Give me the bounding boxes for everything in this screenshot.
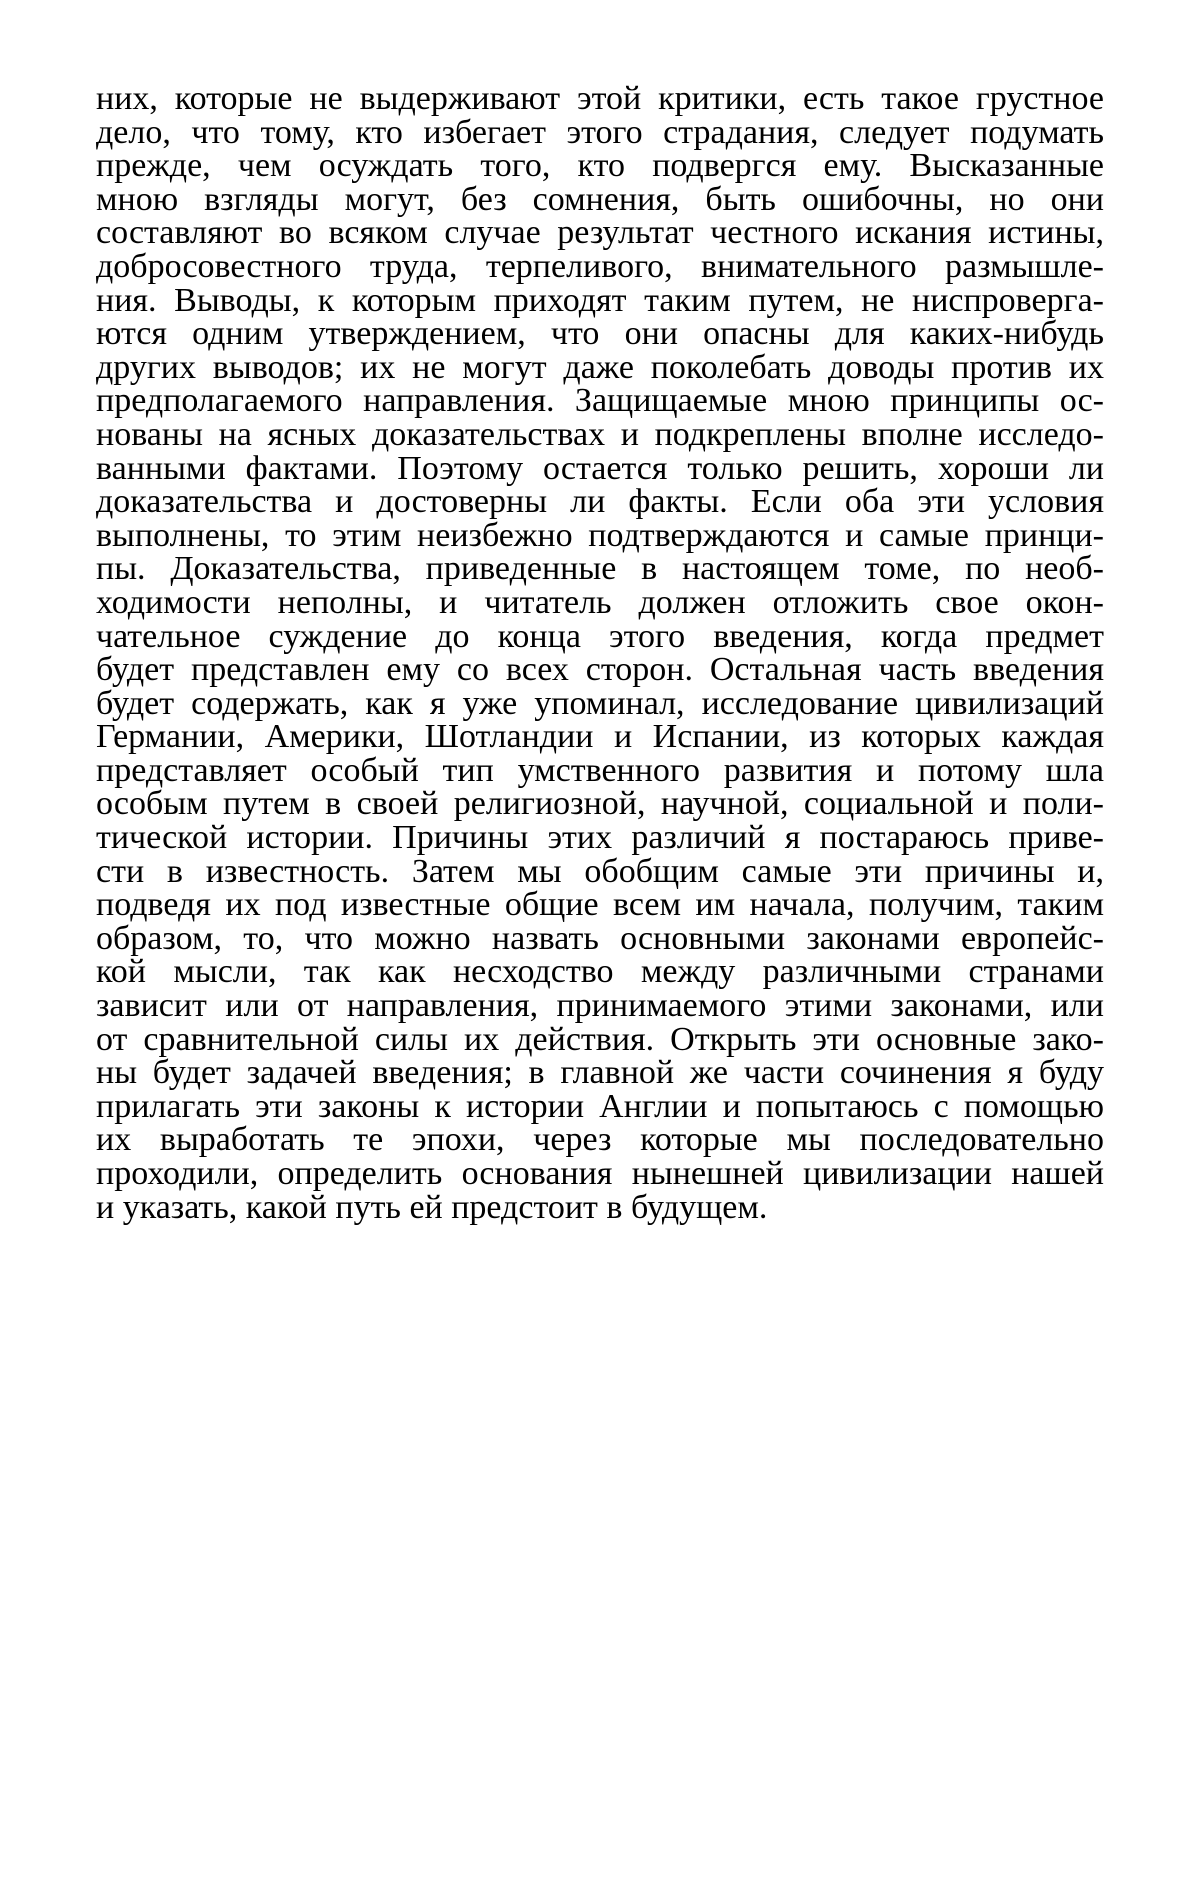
- text-line-25: подведя их под известные общие всем им начала, получим, таким: [96, 886, 1104, 924]
- text-line-11: нованы на ясных доказательствах и подкреплены вполне исследо-: [96, 415, 1104, 453]
- text-line-12: ванными фактами. Поэтому остается только решить, хороши ли: [96, 449, 1104, 487]
- text-line-10: предполагаемого направления. Защищаемые мною принципы ос-: [96, 382, 1104, 420]
- text-line-30: ны будет задачей введения; в главной же части сочинения я буду: [96, 1054, 1104, 1092]
- text-line-13: доказательства и достоверны ли факты. Если оба эти условия: [96, 483, 1104, 521]
- text-line-31: прилагать эти законы к истории Англии и попытаюсь с помощью: [96, 1087, 1104, 1125]
- text-line-23: тической истории. Причины этих различий я постараюсь приве-: [96, 819, 1104, 857]
- page-text-block: [96, 82, 1104, 1224]
- text-line-15: пы. Доказательства, приведенные в настоящем томе, по необ-: [96, 550, 1104, 588]
- text-line-9: других выводов; их не могут даже поколебать доводы против их: [96, 348, 1104, 386]
- text-line-2: дело, что тому, кто избегает этого страдания, следует подумать: [96, 113, 1104, 151]
- text-line-14: выполнены, то этим неизбежно подтверждаются и самые принци-: [96, 516, 1104, 554]
- text-line-24: сти в известность. Затем мы обобщим самые эти причины и,: [96, 852, 1104, 890]
- text-line-6: добросовестного труда, терпеливого, внимательного размышле-: [96, 247, 1104, 285]
- text-line-7: ния. Выводы, к которым приходят таким путем, не ниспроверга-: [96, 281, 1104, 319]
- text-line-21: представляет особый тип умственного развития и потому шла: [96, 751, 1104, 789]
- text-line-5: составляют во всяком случае результат честного искания истины,: [96, 214, 1104, 252]
- text-line-17: чательное суждение до конца этого введения, когда предмет: [96, 617, 1104, 655]
- text-line-3: прежде, чем осуждать того, кто подвергся ему. Высказанные: [96, 147, 1104, 185]
- text-line-4: мною взгляды могут, без сомнения, быть ошибочны, но они: [96, 180, 1104, 218]
- text-line-32: их выработать те эпохи, через которые мы последовательно: [96, 1121, 1104, 1159]
- text-line-26: образом, то, что можно назвать основными законами европейс-: [96, 919, 1104, 957]
- text-line-18: будет представлен ему со всех сторон. Остальная часть введения: [96, 651, 1104, 689]
- text-line-1: них, которые не выдерживают этой критики, есть такое грустное: [96, 80, 1104, 117]
- text-line-19: будет содержать, как я уже упоминал, исследование цивилизаций: [96, 684, 1104, 722]
- text-line-28: зависит или от направления, принимаемого этими законами, или: [96, 987, 1104, 1025]
- text-line-8: ются одним утверждением, что они опасны для каких-нибудь: [96, 315, 1104, 353]
- text-line-29: от сравнительной силы их действия. Открыть эти основные зако-: [96, 1020, 1104, 1058]
- text-line-33: проходили, определить основания нынешней цивилизации нашей: [96, 1155, 1104, 1192]
- text-line-16: ходимости неполны, и читатель должен отложить свое окон-: [96, 583, 1104, 621]
- text-line-20: Германии, Америки, Шотландии и Испании, из которых каждая: [96, 718, 1104, 756]
- text-line-34: и указать, какой путь ей предстоит в будущем.: [96, 1188, 768, 1226]
- text-line-22: особым путем в своей религиозной, научной, социальной и поли-: [96, 785, 1104, 823]
- text-line-27: кой мысли, так как несходство между различными странами: [96, 953, 1104, 991]
